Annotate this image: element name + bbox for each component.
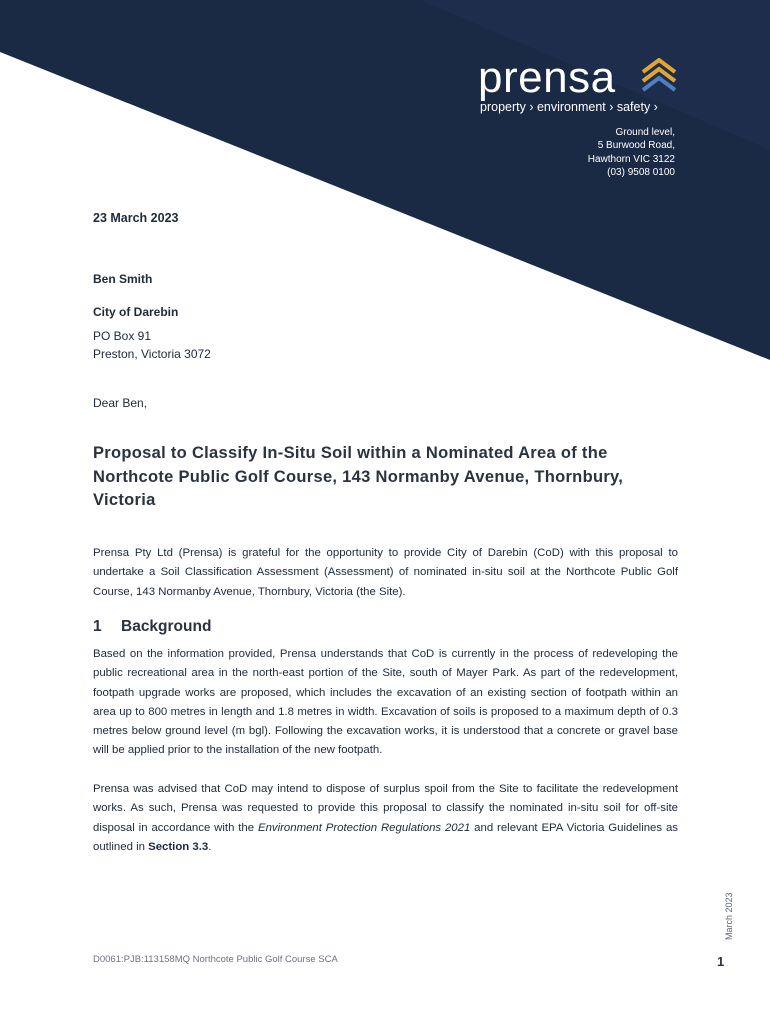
prensa-logo <box>478 53 678 118</box>
sender-address-line2: 5 Burwood Road, <box>597 140 675 152</box>
section-cross-reference: Section 3.3 <box>148 840 209 853</box>
footer-reference: D0061:PJB:113158MQ Northcote Public Golf Course SCA <box>93 954 338 965</box>
page-number: 1 <box>717 954 725 969</box>
recipient-organization: City of Darebin <box>93 305 179 319</box>
background-paragraph-1: Based on the information provided, Prensa understands that CoD is currently in the process of redeveloping the public recreational area in the north-east portion of the Site, south of Mayer Park. As part of the redevelopment, footpath upgrade works are proposed, which includes the excavation of an existing section of footpath within an area up to 800 metres in length and 1.8 metres in width. Excavation of soils is proposed to a maximum depth of 0.3 metres below ground level (m bgl). Following the excavation works, it is understood that a concrete or gravel base will be applied prior to the installation of the new footpath. <box>93 648 678 757</box>
recipient-address-line1: PO Box 91 <box>93 329 152 343</box>
sender-address-line1: Ground level, <box>615 127 675 138</box>
background-p2-text-2: and relevant EPA Victoria Guidelines as outlined in <box>93 821 678 853</box>
side-date-label: March 2023 <box>724 892 734 940</box>
section-heading-background <box>93 618 211 636</box>
section-number: 1 <box>93 618 102 635</box>
section-title: Background <box>121 618 212 635</box>
logo-tagline: property › environment › safety › <box>480 100 658 114</box>
background-p2-text-end: . <box>208 840 212 853</box>
sender-address-line3: Hawthorn VIC 3122 <box>587 153 675 165</box>
intro-paragraph: Prensa Pty Ltd (Prensa) is grateful for the opportunity to provide City of Darebin (CoD) with this proposal to undertake a Soil Classification Assessment (Assessment) of nominated in-situ soil at the Northcote Public Golf Course, 143 Normanby Avenue, Thornbury, Victoria (the Site). <box>93 547 678 598</box>
recipient-block <box>93 270 211 363</box>
logo-wordmark: prensa <box>478 53 616 102</box>
sender-phone: (03) 9508 0100 <box>607 167 675 179</box>
background-p2-text-1: Prensa was advised that CoD may intend to dispose of surplus spoil from the Site to facilitate the redevelopment works. As such, Prensa was requested to provide this proposal to classify the nominated in-situ soil for off-site disposal in accordance with the <box>93 783 678 834</box>
background-paragraph-2 <box>93 780 678 857</box>
chevron-stack-icon <box>640 58 678 94</box>
recipient-address-line2: Preston, Victoria 3072 <box>93 347 211 361</box>
proposal-title: Proposal to Classify In-Situ Soil within a Nominated Area of the Northcote Public Golf Course, 143 Normanby Avenue, Thornbury, Victoria <box>93 444 624 509</box>
recipient-name: Ben Smith <box>93 272 153 286</box>
letter-date: 23 March 2023 <box>93 211 179 225</box>
regulation-reference: Environment Protection Regulations 2021 <box>257 821 471 834</box>
sender-address <box>588 126 675 180</box>
salutation: Dear Ben, <box>93 396 148 410</box>
